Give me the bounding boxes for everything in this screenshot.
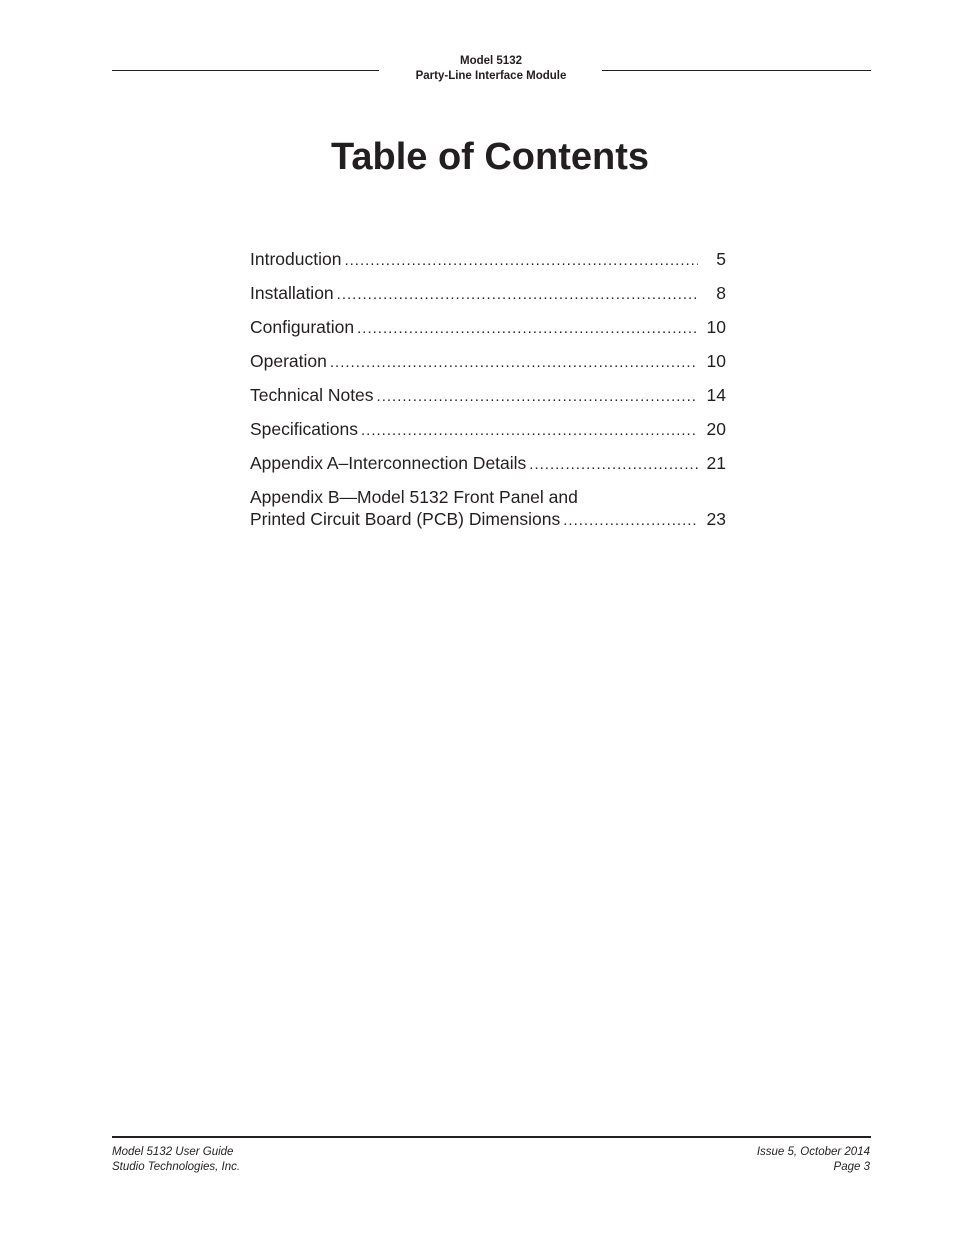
toc-entry-title: Appendix A–Interconnection Details xyxy=(250,453,527,473)
toc-entry-specifications[interactable] xyxy=(250,418,726,452)
header-product: Party-Line Interface Module xyxy=(415,70,567,82)
footer-left xyxy=(112,1145,240,1175)
footer-rule xyxy=(112,1136,871,1138)
toc-page-number: 5 xyxy=(716,249,726,269)
toc-page-number: 23 xyxy=(706,509,726,529)
toc-page-number: 10 xyxy=(706,351,726,371)
toc-entry-title: Configuration xyxy=(250,317,355,337)
toc-entry-operation[interactable] xyxy=(250,350,726,384)
footer-right xyxy=(757,1145,870,1175)
toc-page-number: 10 xyxy=(706,317,726,337)
toc-entry-technical-notes[interactable] xyxy=(250,384,726,418)
toc-entry-title: Installation xyxy=(250,283,334,303)
header-rule-right xyxy=(602,70,871,71)
toc-entry-title: Technical Notes xyxy=(250,385,374,405)
toc-page-number: 21 xyxy=(706,453,726,473)
header-model: Model 5132 xyxy=(460,55,522,67)
table-of-contents xyxy=(250,248,726,532)
toc-dot-leader xyxy=(361,420,698,442)
footer-company: Studio Technologies, Inc. xyxy=(112,1161,241,1173)
toc-entry-title: Introduction xyxy=(250,249,342,269)
toc-dot-leader xyxy=(377,386,698,408)
footer-page-number: Page 3 xyxy=(833,1161,870,1173)
toc-dot-leader xyxy=(563,510,698,532)
toc-entry-configuration[interactable] xyxy=(250,316,726,350)
footer-issue: Issue 5, October 2014 xyxy=(756,1146,870,1158)
toc-page-number: 14 xyxy=(706,385,726,405)
toc-entry-title: Specifications xyxy=(250,419,358,439)
toc-entry-title-line1: Appendix B—Model 5132 Front Panel and xyxy=(250,487,578,507)
toc-page-number: 8 xyxy=(716,283,726,303)
footer-guide-name: Model 5132 User Guide xyxy=(112,1146,234,1158)
toc-entry-appendix-b[interactable] xyxy=(250,486,726,532)
toc-dot-leader xyxy=(357,318,698,340)
page-title: Table of Contents xyxy=(330,136,650,178)
toc-page-number: 20 xyxy=(706,419,726,439)
toc-entry-installation[interactable] xyxy=(250,282,726,316)
toc-dot-leader xyxy=(529,454,698,476)
running-header xyxy=(380,54,602,84)
toc-dot-leader xyxy=(330,352,698,374)
toc-entry-introduction[interactable] xyxy=(250,248,726,282)
toc-entry-appendix-a[interactable] xyxy=(250,452,726,486)
toc-entry-title: Operation xyxy=(250,351,327,371)
toc-dot-leader xyxy=(344,250,698,272)
toc-dot-leader xyxy=(337,284,698,306)
toc-entry-title-line2: Printed Circuit Board (PCB) Dimensions xyxy=(250,509,561,529)
header-rule-left xyxy=(112,70,379,71)
